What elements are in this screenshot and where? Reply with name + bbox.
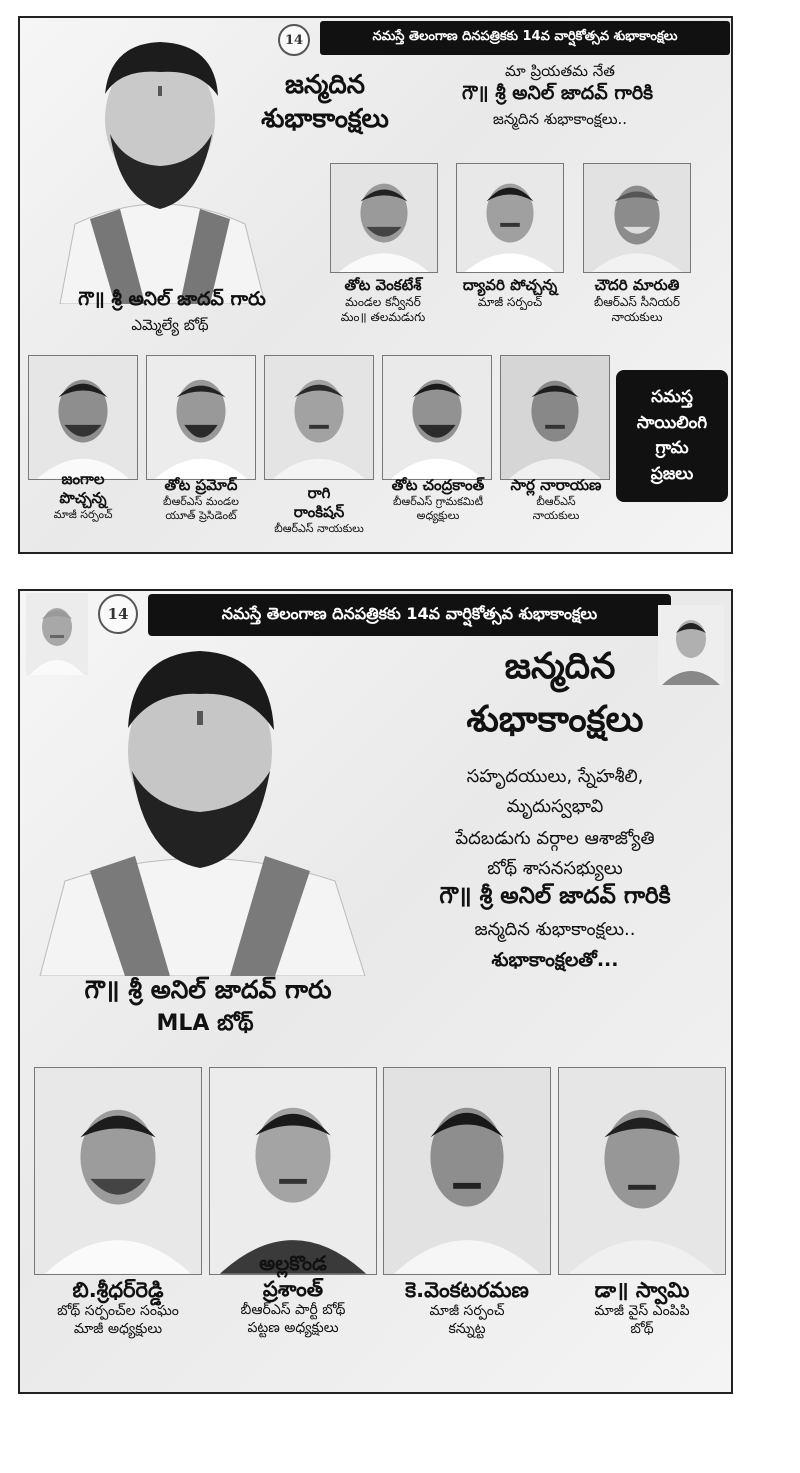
greeting-line1: మా ప్రియతమ నేత xyxy=(505,62,615,80)
photo-person xyxy=(264,355,374,480)
photo-person xyxy=(500,355,610,480)
person-caption: ద్యావరి పోచ్చన్న మాజీ సర్పంచ్ xyxy=(462,276,558,309)
person-caption: కె.వెంకటరమణ మాజీ సర్పంచ్ కన్నుట్ట xyxy=(405,1278,529,1337)
greeting-line4: బోథ్ శాసనసభ్యులు xyxy=(487,858,623,879)
greeting-line7: శుభాకాంక్షలతో... xyxy=(491,949,619,971)
greeting-line3: పేదబడుగు వర్గాల ఆశాజ్యోతి xyxy=(455,828,655,849)
title-line2: శుభాకాంక్షలు xyxy=(261,104,389,134)
person-caption: తోట వెంకటేశ్ మండల కన్వీనర్ మం॥ తలమడుగు xyxy=(340,276,426,324)
greeting-line5: గౌ॥ శ్రీ అనిల్ జాదవ్ గారికి xyxy=(439,883,671,909)
photo-person xyxy=(146,355,256,480)
person-caption: తోట చంద్రకాంత్ బీఆర్ఎస్ గ్రామకమిటీ అధ్యక్షులు xyxy=(391,476,485,522)
title-line1: జన్మదిన xyxy=(504,646,616,687)
anniversary-seal: 14 xyxy=(98,594,138,634)
person-caption: సార్ల నారాయణ బీఆర్ఎస్ నాయకులు xyxy=(510,476,602,522)
newspaper-banner: నమస్తే తెలంగాణ దినపత్రికకు 14వ వార్షికోత్సవ శుభాకాంక్షలు xyxy=(148,594,671,636)
greeting-line2: మృదుస్వభావి xyxy=(506,796,604,817)
person-caption: జంగాల పొచ్చన్న మాజీ సర్పంచ్ xyxy=(53,470,113,521)
photo-person xyxy=(583,163,691,273)
greeting-line3: జన్మదిన శుభాకాంక్షలు.. xyxy=(492,110,628,128)
greeting-line2: గౌ॥ శ్రీ అనిల్ జాదవ్ గారికి xyxy=(461,82,654,104)
title-line1: జన్మదిన xyxy=(285,70,365,100)
village-people-box: సమస్త సాయిలింగి గ్రామ ప్రజలు xyxy=(616,370,728,502)
person-caption: రాగి రాంకిషన్ బీఆర్ఎస్ నాయకులు xyxy=(274,484,364,535)
person-caption: చౌదరి మారుతి బీఆర్ఎస్ సీనియర్ నాయకులు xyxy=(593,276,681,324)
newspaper-banner: నమస్తే తెలంగాణ దినపత్రికకు 14వ వార్షికోత్సవ శుభాకాంక్షలు xyxy=(320,21,730,55)
greeting-line6: జన్మదిన శుభాకాంక్షలు.. xyxy=(474,919,636,940)
title-line2: శుభాకాంక్షలు xyxy=(466,699,644,740)
birthday-ad-top xyxy=(18,16,733,554)
photo-person xyxy=(383,1067,551,1275)
photo-person xyxy=(382,355,492,480)
anniversary-seal: 14 xyxy=(278,24,310,56)
photo-person xyxy=(558,1067,726,1275)
person-caption: డా॥ స్వామి మాజీ వైస్ ఎంపిపి బోథ్ xyxy=(594,1278,690,1337)
greeting-line1: సహృదయులు, స్నేహశీలి, xyxy=(466,766,644,787)
photo-person xyxy=(330,163,438,273)
main-leader-portrait xyxy=(20,636,380,976)
main-leader-title: ఎమ్మెల్యే బోథ్ xyxy=(131,316,209,334)
person-caption: అల్లకొండ ప్రశాంత్ బీఆర్ఎస్ పార్టీ బోథ్ పట్టణ అధ్యక్షులు xyxy=(240,1251,346,1336)
photo-person xyxy=(209,1067,377,1275)
main-leader-portrait xyxy=(20,24,300,304)
main-leader-title: MLA బోథ్ xyxy=(156,1011,254,1036)
person-caption: బి.శ్రీధర్‌రెడ్డి బోథ్ సర్పంచ్‌ల సంఘం మాజీ అధ్యక్షులు xyxy=(57,1278,179,1337)
birthday-ad-bottom xyxy=(18,589,733,1394)
photo-person xyxy=(456,163,564,273)
photo-person xyxy=(28,355,138,480)
main-leader-name: గౌ॥ శ్రీ అనిల్ జాదవ్ గారు xyxy=(84,975,332,1004)
photo-person xyxy=(34,1067,202,1275)
person-caption: తోట ప్రమోద్ బీఆర్ఎస్ మండల యూత్ ప్రెసిడెంట్ xyxy=(163,476,239,522)
main-leader-name: గౌ॥ శ్రీ అనిల్ జాదవ్ గారు xyxy=(78,288,266,310)
